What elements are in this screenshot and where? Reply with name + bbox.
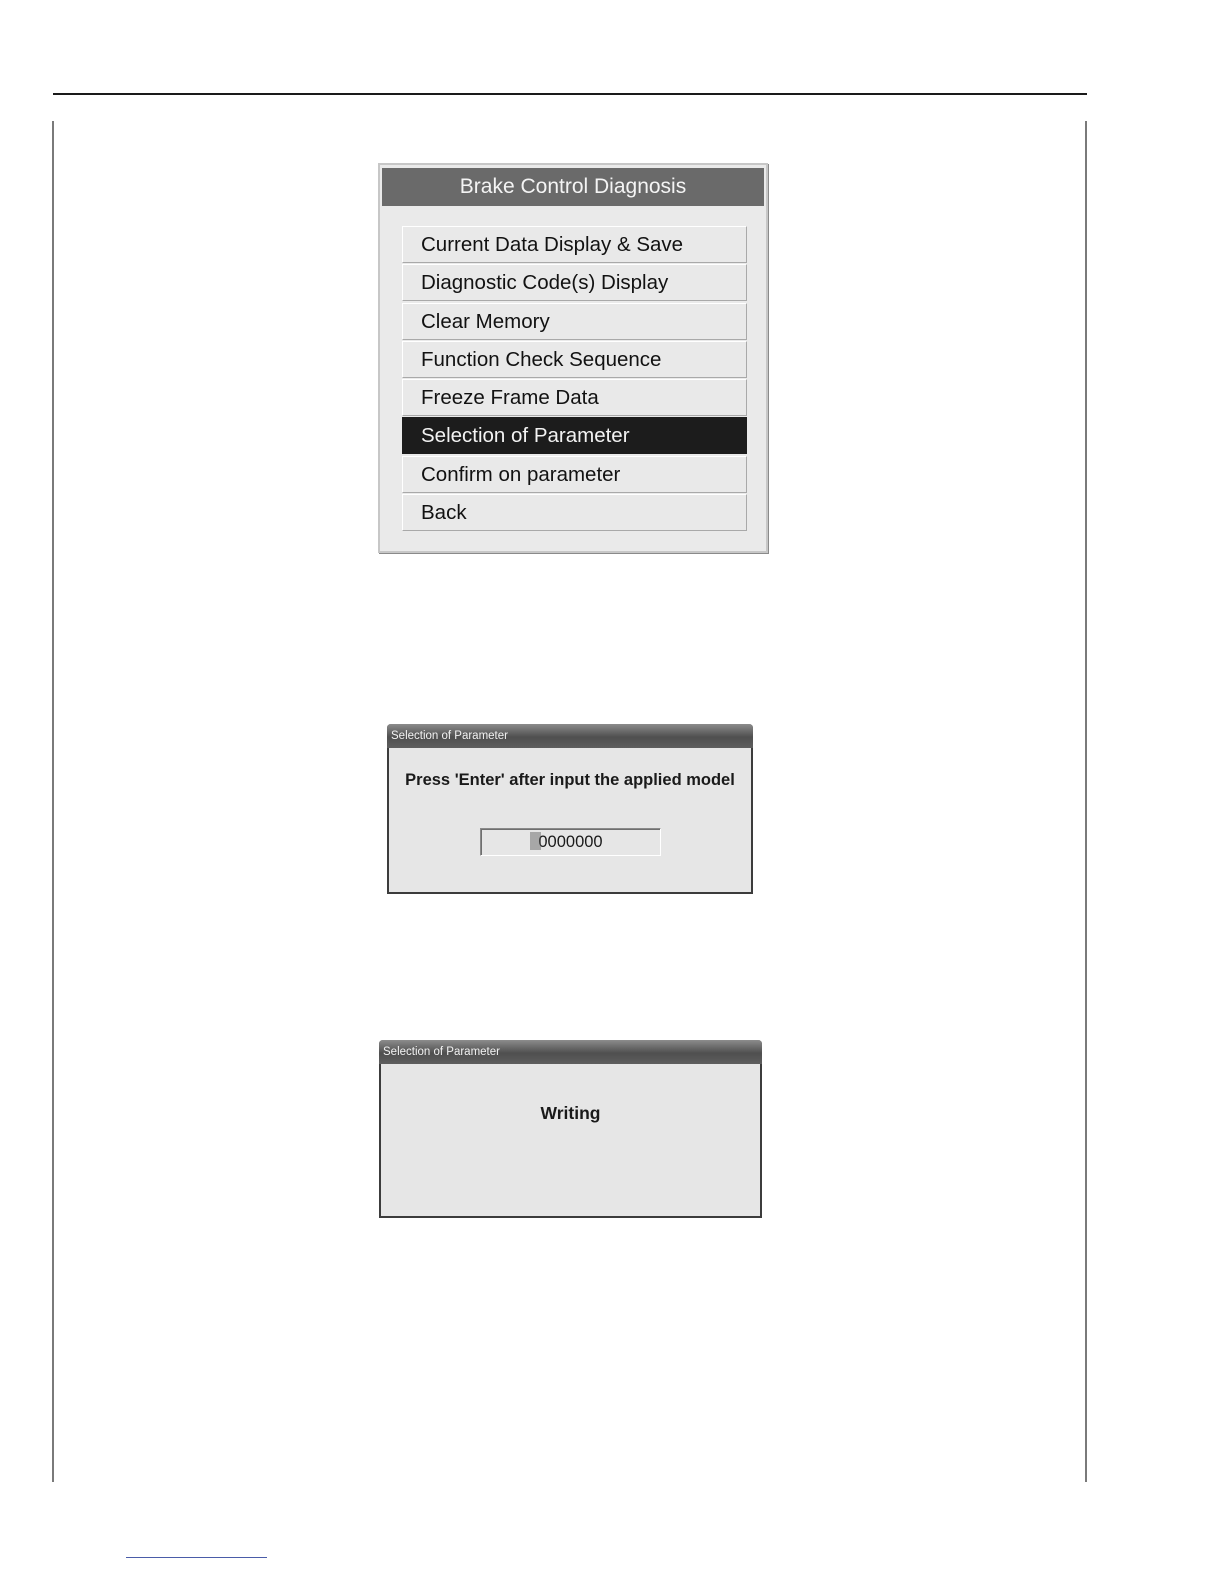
menu-item-selection-of-parameter[interactable]: Selection of Parameter [402,417,747,454]
header-rule [53,93,1087,95]
left-margin-line [52,121,54,1482]
writing-status-dialog [379,1040,762,1218]
menu-item-freeze-frame-data[interactable]: Freeze Frame Data [402,379,747,416]
writing-status-text: Writing [540,1103,601,1123]
menu-item-confirm-on-parameter[interactable]: Confirm on parameter [402,456,747,493]
footer-link-underline [126,1557,267,1558]
model-input-dialog [387,724,753,894]
text-cursor [530,832,541,850]
right-margin-line [1085,121,1087,1482]
menu-item-diagnostic-codes-display[interactable]: Diagnostic Code(s) Display [402,264,747,301]
menu-item-current-data-display[interactable]: Current Data Display & Save [402,226,747,263]
menu-list [402,226,747,532]
model-number-input[interactable] [480,828,661,856]
menu-title: Brake Control Diagnosis [382,168,764,206]
dialog-titlebar: Selection of Parameter [379,1040,762,1064]
menu-item-function-check-sequence[interactable]: Function Check Sequence [402,341,747,378]
menu-item-clear-memory[interactable]: Clear Memory [402,303,747,340]
menu-item-back[interactable]: Back [402,494,747,531]
dialog-titlebar: Selection of Parameter [387,724,753,748]
brake-control-menu-window [378,163,768,553]
input-prompt-text: Press 'Enter' after input the applied model [405,771,735,789]
